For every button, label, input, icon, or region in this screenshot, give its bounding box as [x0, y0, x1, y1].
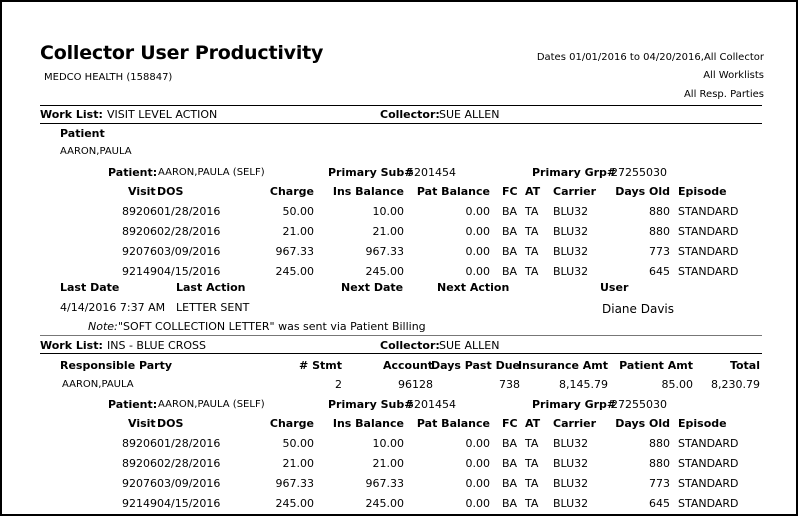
visit1-header-fc: FC [502, 185, 518, 198]
visit2-cell-fc: BA [502, 477, 518, 490]
visit2-header-days-old: Days Old [615, 417, 670, 430]
criteria-worklists: All Worklists [703, 70, 764, 81]
rp-insurance-amt-value: 8,145.79 [559, 378, 608, 391]
visit1-cell-days-old: 645 [649, 265, 670, 278]
visit2-cell-ins-balance: 967.33 [365, 477, 404, 490]
visit1-cell-charge: 21.00 [282, 225, 314, 238]
visit1-cell-carrier: BLU32 [553, 225, 589, 238]
visit1-cell-visit: 89206 [122, 225, 157, 238]
visit2-cell-dos: 01/28/2016 [157, 437, 221, 450]
visit1-cell-carrier: BLU32 [553, 265, 589, 278]
patient-label-2: Patient: [108, 398, 158, 411]
visit2-cell-carrier: BLU32 [553, 477, 589, 490]
visit1-cell-days-old: 880 [649, 225, 670, 238]
visit1-cell-at: TA [525, 225, 539, 238]
rp-account-value: 96128 [398, 378, 433, 391]
visit1-cell-ins-balance: 245.00 [365, 265, 404, 278]
visit1-cell-pat-balance: 0.00 [465, 245, 490, 258]
visit2-cell-episode: STANDARD [678, 497, 739, 510]
visit1-cell-days-old: 880 [649, 205, 670, 218]
visit2-cell-pat-balance: 0.00 [465, 437, 490, 450]
visit2-cell-carrier: BLU32 [553, 437, 589, 450]
visit2-cell-charge: 245.00 [275, 497, 314, 510]
visit1-cell-pat-balance: 0.00 [465, 205, 490, 218]
visit1-cell-fc: BA [502, 245, 518, 258]
facility-name: MEDCO HEALTH (158847) [44, 72, 173, 83]
criteria-dates: Dates 01/01/2016 to 04/20/2016,All Collector [536, 52, 764, 63]
visit2-cell-pat-balance: 0.00 [465, 497, 490, 510]
criteria-resp-parties: All Resp. Parties [683, 89, 764, 100]
visit1-cell-fc: BA [502, 205, 518, 218]
last-action-value: LETTER SENT [176, 301, 250, 314]
visit1-cell-charge: 50.00 [282, 205, 314, 218]
collector-value: SUE ALLEN [439, 108, 500, 121]
primary-sub-value-2: 5201454 [407, 398, 456, 411]
visit1-cell-at: TA [525, 245, 539, 258]
visit2-cell-days-old: 773 [649, 477, 670, 490]
visit2-cell-visit: 92076 [122, 477, 157, 490]
visit2-cell-visit: 89206 [122, 437, 157, 450]
visit1-cell-pat-balance: 0.00 [465, 225, 490, 238]
visit2-cell-ins-balance: 245.00 [365, 497, 404, 510]
primary-sub-label-2: Primary Sub# [328, 398, 414, 411]
visit2-cell-visit: 89206 [122, 457, 157, 470]
patient-detail-2: AARON,PAULA (SELF) [158, 399, 265, 410]
visit2-cell-ins-balance: 21.00 [372, 457, 404, 470]
visit1-cell-visit: 92149 [122, 265, 157, 278]
visit1-cell-episode: STANDARD [678, 245, 739, 258]
primary-grp-label: Primary Grp# [532, 166, 617, 179]
visit2-cell-visit: 92149 [122, 497, 157, 510]
last-action-header: Last Action [176, 281, 246, 294]
visit1-cell-dos: 04/15/2016 [157, 265, 221, 278]
visit2-cell-pat-balance: 0.00 [465, 477, 490, 490]
next-action-header: Next Action [437, 281, 510, 294]
primary-grp-label-2: Primary Grp# [532, 398, 617, 411]
next-date-header: Next Date [341, 281, 404, 294]
visit1-cell-visit: 89206 [122, 205, 157, 218]
visit1-header-pat-balance: Pat Balance [416, 185, 490, 198]
primary-sub-label: Primary Sub# [328, 166, 414, 179]
rp-stmt-value: 2 [335, 378, 342, 391]
section2-rule-top [40, 335, 762, 336]
primary-sub-value: 5201454 [407, 166, 456, 179]
user-value: Diane Davis [602, 302, 675, 316]
rp-total-value: 8,230.79 [711, 378, 760, 391]
collector-label: Collector: [380, 108, 440, 121]
rp-header-patient-amt: Patient Amt [619, 359, 693, 372]
visit1-header-ins-balance: Ins Balance [332, 185, 404, 198]
patient-name: AARON,PAULA [60, 146, 132, 157]
patient-label: Patient: [108, 166, 158, 179]
visit1-cell-at: TA [525, 205, 539, 218]
visit2-cell-fc: BA [502, 497, 518, 510]
visit2-cell-charge: 967.33 [275, 477, 314, 490]
visit1-cell-carrier: BLU32 [553, 245, 589, 258]
visit1-cell-dos: 03/09/2016 [157, 245, 221, 258]
visit2-header-dos: DOS [157, 417, 184, 430]
visit2-cell-ins-balance: 10.00 [372, 437, 404, 450]
visit2-header-ins-balance: Ins Balance [332, 417, 404, 430]
section-rule-bottom [40, 123, 762, 124]
visit2-cell-carrier: BLU32 [553, 457, 589, 470]
visit1-header-days-old: Days Old [615, 185, 670, 198]
visit1-cell-charge: 967.33 [275, 245, 314, 258]
visit1-header-dos: DOS [157, 185, 184, 198]
visit2-cell-days-old: 645 [649, 497, 670, 510]
visit1-header-visit: Visit [128, 185, 156, 198]
visit2-cell-at: TA [525, 497, 539, 510]
last-date-value: 4/14/2016 7:37 AM [60, 301, 166, 314]
visit2-cell-charge: 50.00 [282, 437, 314, 450]
collector-value-2: SUE ALLEN [439, 339, 500, 352]
rp-header-insurance-amt: Insurance Amt [517, 359, 608, 372]
visit1-cell-fc: BA [502, 225, 518, 238]
visit2-cell-days-old: 880 [649, 457, 670, 470]
visit1-cell-dos: 02/28/2016 [157, 225, 221, 238]
visit1-cell-days-old: 773 [649, 245, 670, 258]
visit1-cell-visit: 92076 [122, 245, 157, 258]
section-rule-top [40, 105, 762, 106]
visit2-cell-episode: STANDARD [678, 457, 739, 470]
visit1-cell-episode: STANDARD [678, 265, 739, 278]
patient-detail: AARON,PAULA (SELF) [158, 167, 265, 178]
visit2-cell-fc: BA [502, 437, 518, 450]
visit2-cell-carrier: BLU32 [553, 497, 589, 510]
visit2-cell-episode: STANDARD [678, 437, 739, 450]
rp-header-account: Account [382, 359, 433, 372]
visit1-header-carrier: Carrier [553, 185, 597, 198]
visit1-cell-dos: 01/28/2016 [157, 205, 221, 218]
visit2-header-visit: Visit [128, 417, 156, 430]
worklist-label: Work List: [40, 108, 103, 121]
visit2-cell-dos: 03/09/2016 [157, 477, 221, 490]
rp-header-party: Responsible Party [60, 359, 173, 372]
visit2-cell-days-old: 880 [649, 437, 670, 450]
visit1-cell-ins-balance: 967.33 [365, 245, 404, 258]
visit2-cell-pat-balance: 0.00 [465, 457, 490, 470]
rp-days-past-due-value: 738 [499, 378, 520, 391]
rp-header-total: Total [729, 359, 760, 372]
visit2-header-pat-balance: Pat Balance [416, 417, 490, 430]
visit2-cell-at: TA [525, 457, 539, 470]
visit1-cell-charge: 245.00 [275, 265, 314, 278]
visit1-cell-episode: STANDARD [678, 205, 739, 218]
note-text: "SOFT COLLECTION LETTER" was sent via Patient Billing [118, 320, 426, 333]
visit1-header-charge: Charge [269, 185, 314, 198]
rp-party-name: AARON,PAULA [62, 379, 134, 390]
visit2-cell-fc: BA [502, 457, 518, 470]
last-date-header: Last Date [60, 281, 120, 294]
visit1-cell-carrier: BLU32 [553, 205, 589, 218]
primary-grp-value-2: 27255030 [611, 398, 667, 411]
visit2-header-at: AT [525, 417, 541, 430]
visit2-header-carrier: Carrier [553, 417, 597, 430]
visit2-cell-at: TA [525, 437, 539, 450]
visit1-header-episode: Episode [678, 185, 727, 198]
note-label: Note: [88, 320, 118, 333]
report-title: Collector User Productivity [40, 42, 324, 64]
visit2-cell-dos: 04/15/2016 [157, 497, 221, 510]
rp-header-days-past-due: Days Past Due [430, 359, 520, 372]
worklist-value: VISIT LEVEL ACTION [107, 108, 218, 121]
visit2-header-charge: Charge [269, 417, 314, 430]
patient-header: Patient [60, 127, 105, 140]
visit2-header-fc: FC [502, 417, 518, 430]
visit1-cell-episode: STANDARD [678, 225, 739, 238]
visit2-cell-episode: STANDARD [678, 477, 739, 490]
rp-patient-amt-value: 85.00 [661, 378, 693, 391]
visit1-cell-ins-balance: 10.00 [372, 205, 404, 218]
visit2-cell-charge: 21.00 [282, 457, 314, 470]
section2-rule-bottom [40, 353, 762, 354]
rp-header-stmt: # Stmt [299, 359, 342, 372]
collector-label-2: Collector: [380, 339, 440, 352]
visit1-cell-fc: BA [502, 265, 518, 278]
visit2-cell-at: TA [525, 477, 539, 490]
visit1-cell-at: TA [525, 265, 539, 278]
visit1-cell-ins-balance: 21.00 [372, 225, 404, 238]
visit1-cell-pat-balance: 0.00 [465, 265, 490, 278]
primary-grp-value: 27255030 [611, 166, 667, 179]
visit1-header-at: AT [525, 185, 541, 198]
visit2-cell-dos: 02/28/2016 [157, 457, 221, 470]
visit2-header-episode: Episode [678, 417, 727, 430]
worklist-value-2: INS - BLUE CROSS [107, 339, 206, 352]
worklist-label-2: Work List: [40, 339, 103, 352]
user-header: User [600, 281, 629, 294]
